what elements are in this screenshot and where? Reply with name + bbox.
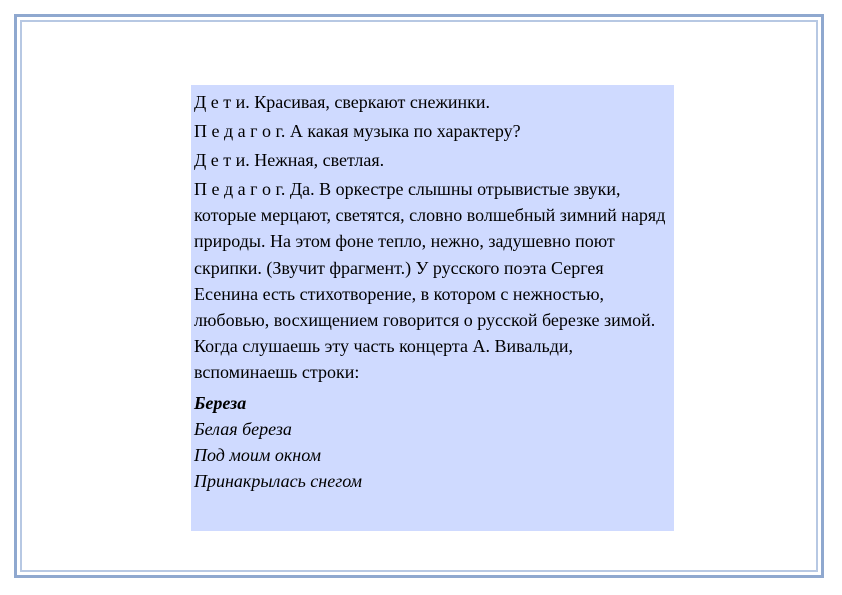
dialogue-line-2: [194, 118, 672, 144]
dialogue-text: . Да. В оркестре слышны отрывистые звуки, которые мерцают, светятся, словно волшебный зимний наряд природы. На этом фоне тепло, нежно, задушевно поют скрипки. (Звучит фрагмент.) У русского поэта Сергея Есенина есть стихотворение, в котором с нежностью, любовью, восхищением говорится о русской березке зимой. Когда слушаешь эту часть концерта А. Вивальди, вспоминаешь строки:: [194, 179, 666, 383]
poem-title: Береза: [194, 392, 247, 413]
text-box[interactable]: [191, 85, 674, 531]
poem: [194, 390, 672, 494]
dialogue-line-3: [194, 147, 672, 173]
speaker-label: Д е т и: [194, 150, 246, 170]
dialogue-text: . Нежная, светлая.: [245, 150, 385, 170]
poem-line: Белая береза: [194, 418, 292, 439]
speaker-label: П е д а г о г: [194, 121, 281, 141]
poem-line: Принакрылась снегом: [194, 470, 363, 491]
speaker-label: Д е т и: [194, 92, 246, 112]
dialogue-line-4: [194, 176, 672, 386]
speaker-label: П е д а г о г: [194, 179, 281, 199]
dialogue-text: . А какая музыка по характеру?: [280, 121, 521, 141]
dialogue-text: . Красивая, сверкают снежинки.: [245, 92, 491, 112]
dialogue-line-1: [194, 89, 672, 115]
poem-line: Под моим окном: [194, 444, 321, 465]
